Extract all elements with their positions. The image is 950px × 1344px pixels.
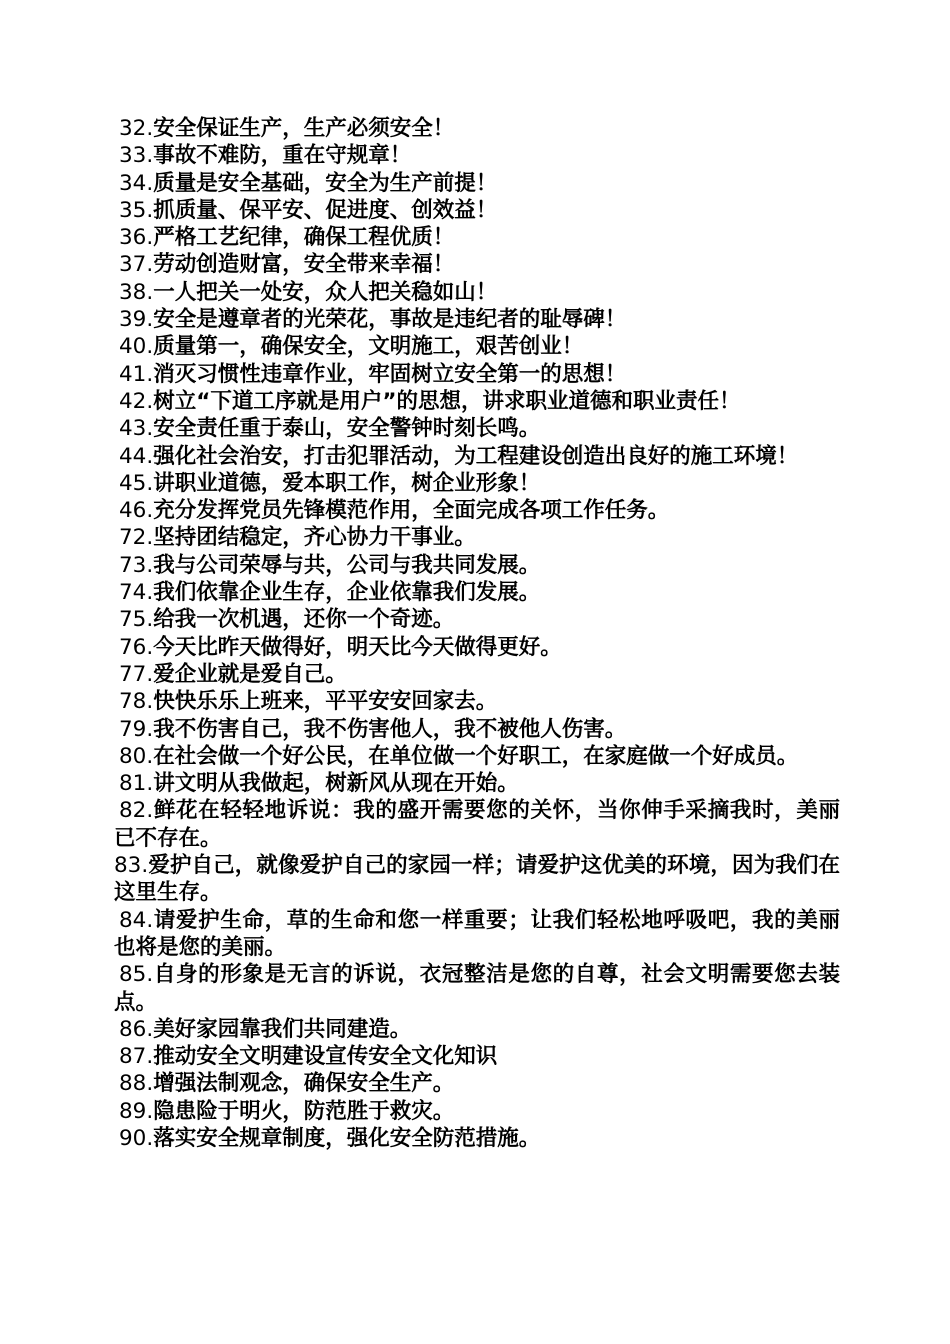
item-text: 增强法制观念，确保安全生产。 xyxy=(153,1071,455,1097)
item-number: 74. xyxy=(119,580,154,606)
item-text: 安全保证生产，生产必须安全！ xyxy=(153,116,455,141)
item-text: 质量是安全基础，安全为生产前提！ xyxy=(153,170,498,196)
list-item xyxy=(114,142,840,169)
list-item xyxy=(114,279,840,306)
item-text: 质量第一，确保安全，文明施工，艰苦创业！ xyxy=(153,334,584,360)
list-item xyxy=(114,1043,840,1070)
list-item xyxy=(114,770,840,797)
item-number: 37. xyxy=(119,252,154,278)
list-item xyxy=(114,470,840,497)
item-number: 44. xyxy=(119,443,154,469)
item-number: 88. xyxy=(119,1071,154,1097)
list-item xyxy=(114,224,840,251)
item-number: 43. xyxy=(119,416,154,442)
item-number: 87. xyxy=(119,1044,154,1070)
item-text: 事故不难防，重在守规章！ xyxy=(153,143,412,169)
list-item xyxy=(114,251,840,278)
item-number: 39. xyxy=(119,307,154,333)
item-text: 讲职业道德，爱本职工作，树企业形象！ xyxy=(153,470,541,496)
item-number: 84. xyxy=(119,907,154,933)
item-text: 请爱护生命，草的生命和您一样重要；让我们轻松地呼吸吧，我的美丽也将是您的美丽。 xyxy=(114,907,840,960)
item-number: 34. xyxy=(119,170,154,196)
list-item xyxy=(114,552,840,579)
item-text: 树立“下道工序就是用户”的思想，讲求职业道德和职业责任！ xyxy=(153,388,741,414)
item-text: 安全是遵章者的光荣花，事故是违纪者的耻辱碑！ xyxy=(153,307,627,333)
item-text: 安全责任重于泰山，安全警钟时刻长鸣。 xyxy=(153,416,541,442)
item-text: 我们依靠企业生存，企业依靠我们发展。 xyxy=(153,580,541,606)
list-item xyxy=(114,333,840,360)
item-text: 爱护自己，就像爱护自己的家园一样；请爱护这优美的环境，因为我们在这里生存。 xyxy=(114,853,840,906)
item-text: 爱企业就是爱自己。 xyxy=(153,661,347,687)
item-number: 79. xyxy=(119,716,154,742)
list-item xyxy=(114,1125,840,1152)
item-number: 80. xyxy=(119,743,154,769)
item-text: 一人把关一处安，众人把关稳如山！ xyxy=(153,279,498,305)
list-item xyxy=(114,797,840,852)
list-item xyxy=(114,388,840,415)
list-item xyxy=(114,1098,840,1125)
list-item xyxy=(114,716,840,743)
item-number: 89. xyxy=(119,1098,154,1124)
item-number: 77. xyxy=(119,661,154,687)
list-item xyxy=(114,688,840,715)
list-item xyxy=(114,306,840,333)
item-number: 33. xyxy=(119,143,154,169)
item-text: 我不伤害自己，我不伤害他人，我不被他人伤害。 xyxy=(153,716,627,742)
item-number: 41. xyxy=(119,361,154,387)
item-number: 78. xyxy=(119,689,154,715)
item-text: 强化社会治安，打击犯罪活动，为工程建设创造出良好的施工环境！ xyxy=(153,443,799,469)
item-text: 今天比昨天做得好，明天比今天做得更好。 xyxy=(153,634,562,660)
item-number: 73. xyxy=(119,552,154,578)
list-item xyxy=(114,661,840,688)
list-item xyxy=(114,634,840,661)
list-item xyxy=(114,606,840,633)
item-number: 82. xyxy=(119,798,154,824)
item-text: 讲文明从我做起，树新风从现在开始。 xyxy=(153,771,519,797)
item-text: 我与公司荣辱与共，公司与我共同发展。 xyxy=(153,552,541,578)
item-text: 美好家园靠我们共同建造。 xyxy=(153,1016,412,1042)
list-item xyxy=(114,524,840,551)
item-number: 86. xyxy=(119,1016,154,1042)
item-number: 40. xyxy=(119,334,154,360)
item-text: 给我一次机遇，还你一个奇迹。 xyxy=(153,607,455,633)
item-number: 36. xyxy=(119,225,154,251)
list-item xyxy=(114,1016,840,1043)
item-number: 81. xyxy=(119,771,154,797)
item-number: 76. xyxy=(119,634,154,660)
item-text: 劳动创造财富，安全带来幸福！ xyxy=(153,252,455,278)
list-item xyxy=(114,907,840,962)
list-item xyxy=(114,852,840,907)
item-text: 落实安全规章制度，强化安全防范措施。 xyxy=(153,1125,541,1151)
item-number: 32. xyxy=(119,116,154,141)
item-text: 在社会做一个好公民，在单位做一个好职工，在家庭做一个好成员。 xyxy=(153,743,799,769)
list-item xyxy=(114,579,840,606)
item-number: 46. xyxy=(119,498,154,524)
item-text: 充分发挥党员先锋模范作用，全面完成各项工作任务。 xyxy=(153,498,670,524)
item-text: 隐患险于明火，防范胜于救灾。 xyxy=(153,1098,455,1124)
item-number: 83. xyxy=(114,853,149,879)
item-number: 42. xyxy=(119,388,154,414)
list-item xyxy=(114,361,840,388)
list-item xyxy=(114,961,840,1016)
list-item xyxy=(114,443,840,470)
list-item xyxy=(114,170,840,197)
item-number: 35. xyxy=(119,197,154,223)
item-number: 85. xyxy=(119,962,154,988)
item-text: 鲜花在轻轻地诉说：我的盛开需要您的关怀，当你伸手采摘我时，美丽已不存在。 xyxy=(114,798,840,851)
item-text: 抓质量、保平安、促进度、创效益！ xyxy=(153,197,498,223)
item-number: 38. xyxy=(119,279,154,305)
list-item xyxy=(114,1070,840,1097)
item-text: 严格工艺纪律，确保工程优质！ xyxy=(153,225,455,251)
list-item xyxy=(114,743,840,770)
list-item xyxy=(114,197,840,224)
item-text: 快快乐乐上班来，平平安安回家去。 xyxy=(153,689,498,715)
item-number: 45. xyxy=(119,470,154,496)
item-number: 75. xyxy=(119,607,154,633)
item-text: 坚持团结稳定，齐心协力干事业。 xyxy=(153,525,476,551)
list-item xyxy=(114,415,840,442)
item-number: 72. xyxy=(119,525,154,551)
item-number: 90. xyxy=(119,1125,154,1151)
slogan-list xyxy=(114,115,840,1152)
item-text: 消灭习惯性违章作业，牢固树立安全第一的思想！ xyxy=(153,361,627,387)
list-item xyxy=(114,497,840,524)
item-text: 推动安全文明建设宣传安全文化知识 xyxy=(153,1044,498,1070)
item-text: 自身的形象是无言的诉说，衣冠整洁是您的自尊，社会文明需要您去装点。 xyxy=(114,962,840,1015)
list-item xyxy=(114,115,840,142)
